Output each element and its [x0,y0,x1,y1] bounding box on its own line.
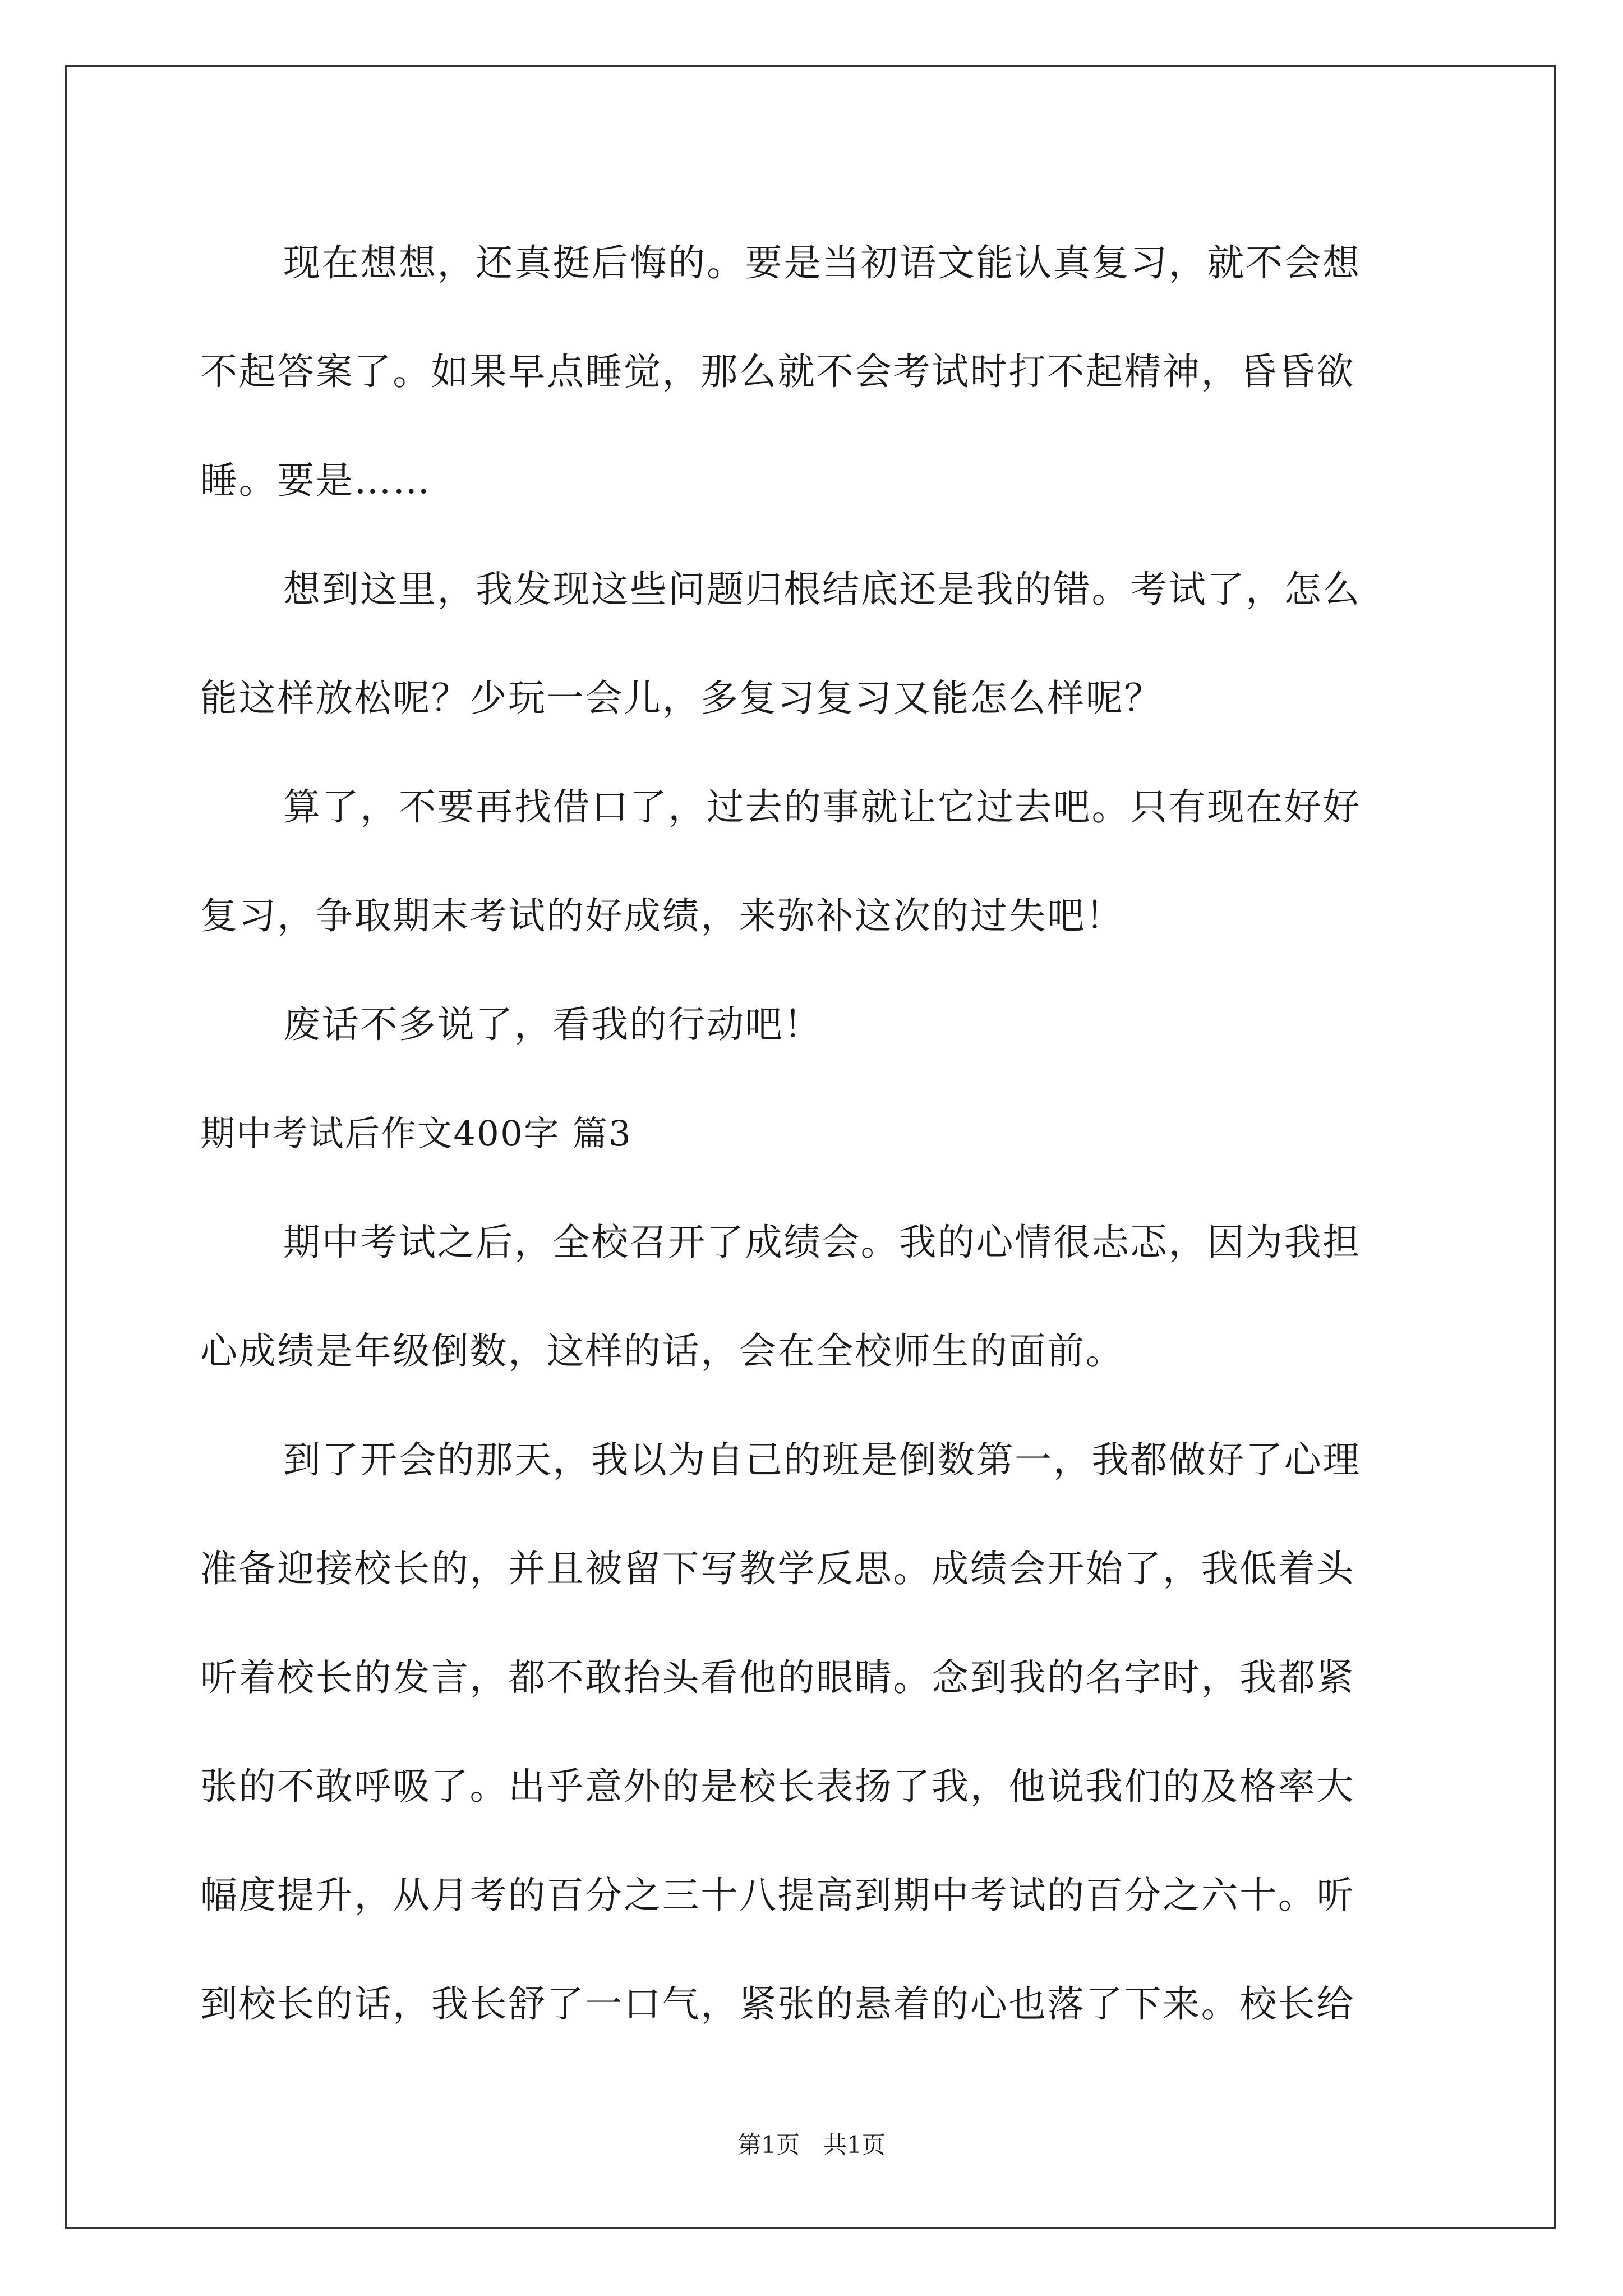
text-line: 现在想想，还真挺后悔的。要是当初语文能认真复习，就不会想 [283,241,1361,284]
page-number: 第1页 共1页 [737,2131,886,2159]
text-line: 到了开会的那天，我以为自己的班是倒数第一，我都做好了心理 [283,1438,1361,1481]
text-line: 能这样放松呢？少玩一会儿，多复习复习又能怎么样呢？ [200,677,1163,720]
text-line: 复习，争取期末考试的好成绩，来弥补这次的过失吧！ [200,894,1124,937]
document-body [200,209,1434,2059]
text-line: 废话不多说了，看我的行动吧！ [283,1003,822,1046]
text-line: 准备迎接校长的，并且被留下写教学反思。成绩会开始了，我低着头 [200,1547,1355,1590]
text-line: 幅度提升，从月考的百分之三十八提高到期中考试的百分之六十。听 [200,1874,1355,1917]
text-line: 想到这里，我发现这些问题归根结底还是我的错。考试了，怎么 [283,568,1361,611]
text-line: 张的不敢呼吸了。出乎意外的是校长表扬了我，他说我们的及格率大 [200,1765,1355,1808]
text-line: 期中考试之后，全校召开了成绩会。我的心情很忐忑，因为我担 [283,1221,1361,1264]
text-line: 听着校长的发言，都不敢抬头看他的眼睛。念到我的名字时，我都紧 [200,1656,1355,1699]
text-line: 心成绩是年级倒数，这样的话，会在全校师生的面前。 [200,1329,1124,1373]
text-line: 到校长的话，我长舒了一口气，紧张的悬着的心也落了下来。校长给 [200,1982,1355,2026]
section-heading: 期中考试后作文400字 篇3 [200,1113,633,1154]
text-line: 算了，不要再找借口了，过去的事就让它过去吧。只有现在好好 [283,785,1361,829]
text-line: 不起答案了。如果早点睡觉，那么就不会考试时打不起精神，昏昏欲 [200,350,1355,393]
text-line: 睡。要是…… [200,459,431,502]
